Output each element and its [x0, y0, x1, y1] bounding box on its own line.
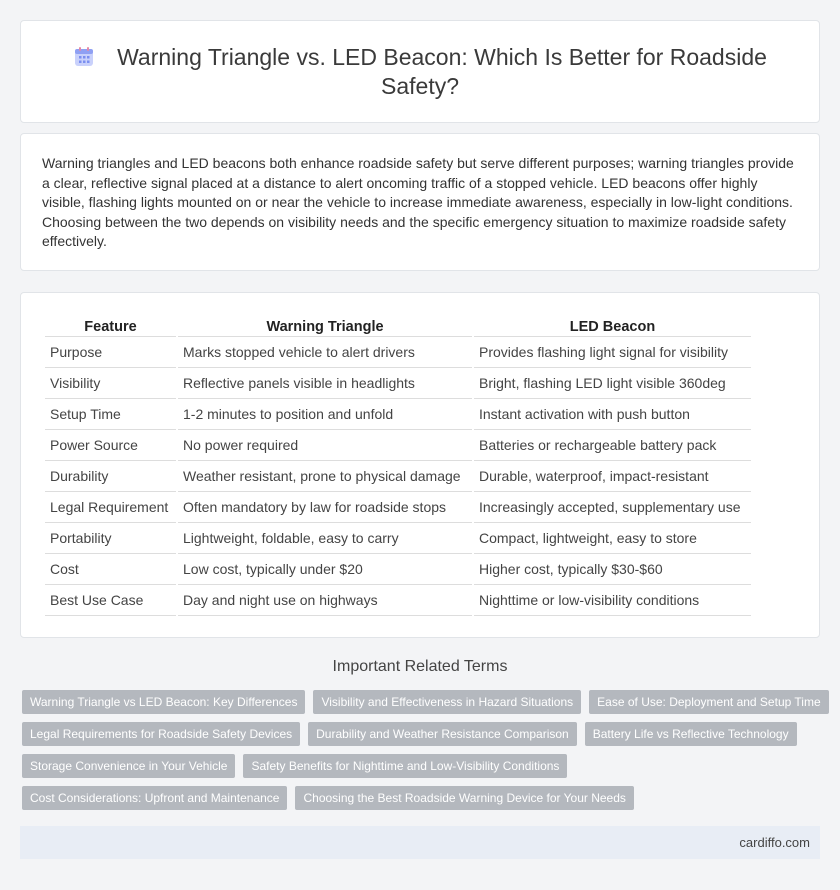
feature-cell: Setup Time: [45, 399, 176, 430]
led-beacon-cell: Compact, lightweight, easy to store: [474, 523, 751, 554]
feature-cell: Visibility: [45, 368, 176, 399]
related-terms-title: Important Related Terms: [332, 658, 508, 675]
warning-triangle-cell: Often mandatory by law for roadside stops: [178, 492, 472, 523]
related-terms-list: [22, 690, 822, 818]
tag-row: [22, 754, 822, 778]
table-row: [45, 368, 751, 399]
related-term-tag[interactable]: Visibility and Effectiveness in Hazard Situations: [313, 690, 581, 714]
related-term-tag[interactable]: Storage Convenience in Your Vehicle: [22, 754, 235, 778]
feature-cell: Cost: [45, 554, 176, 585]
warning-triangle-cell: Reflective panels visible in headlights: [178, 368, 472, 399]
related-term-tag[interactable]: Battery Life vs Reflective Technology: [585, 722, 797, 746]
feature-cell: Legal Requirement: [45, 492, 176, 523]
led-beacon-cell: Provides flashing light signal for visibility: [474, 337, 751, 368]
table-row: [45, 554, 751, 585]
tag-row: [22, 690, 822, 714]
tag-row: [22, 722, 822, 746]
table-header-row: [45, 315, 751, 337]
led-beacon-cell: Nighttime or low-visibility conditions: [474, 585, 751, 616]
intro-card: [20, 133, 820, 271]
warning-triangle-cell: Weather resistant, prone to physical damage: [178, 461, 472, 492]
led-beacon-cell: Bright, flashing LED light visible 360deg: [474, 368, 751, 399]
table-row: [45, 399, 751, 430]
feature-cell: Best Use Case: [45, 585, 176, 616]
table-row: [45, 492, 751, 523]
led-beacon-cell: Batteries or rechargeable battery pack: [474, 430, 751, 461]
warning-triangle-cell: Lightweight, foldable, easy to carry: [178, 523, 472, 554]
feature-cell: Portability: [45, 523, 176, 554]
table-row: [45, 430, 751, 461]
footer-site-link[interactable]: cardiffo.com: [739, 835, 810, 850]
related-term-tag[interactable]: Safety Benefits for Nighttime and Low-Visibility Conditions: [243, 754, 567, 778]
title-card: [20, 20, 820, 123]
related-term-tag[interactable]: Legal Requirements for Roadside Safety Devices: [22, 722, 300, 746]
page-title: Warning Triangle vs. LED Beacon: Which Is Better for Roadside Safety?: [117, 44, 767, 99]
warning-triangle-cell: Low cost, typically under $20: [178, 554, 472, 585]
intro-text: Warning triangles and LED beacons both enhance roadside safety but serve different purposes; warning triangles provide a clear, reflective signal placed at a distance to alert oncoming traffic of a stopped vehicle. LED beacons offer highly visible, flashing lights mounted on or near the vehicle to increase immediate awareness, especially in low-light conditions. Choosing between the two depends on visibility needs and the specific emergency situation to maximize roadside safety effectively.: [42, 155, 794, 249]
table-row: [45, 337, 751, 368]
warning-triangle-cell: 1-2 minutes to position and unfold: [178, 399, 472, 430]
table-row: [45, 585, 751, 616]
related-term-tag[interactable]: Choosing the Best Roadside Warning Device for Your Needs: [295, 786, 633, 810]
tag-row: [22, 786, 822, 810]
footer: [20, 826, 820, 859]
feature-cell: Power Source: [45, 430, 176, 461]
feature-cell: Durability: [45, 461, 176, 492]
table-row: [45, 523, 751, 554]
table-row: [45, 461, 751, 492]
column-header-feature: Feature: [45, 315, 176, 337]
comparison-table: [43, 315, 753, 616]
warning-triangle-cell: No power required: [178, 430, 472, 461]
led-beacon-cell: Instant activation with push button: [474, 399, 751, 430]
column-header-led-beacon: LED Beacon: [474, 315, 751, 337]
related-term-tag[interactable]: Ease of Use: Deployment and Setup Time: [589, 690, 828, 714]
calendar-icon: [73, 46, 95, 68]
related-term-tag[interactable]: Durability and Weather Resistance Comparison: [308, 722, 577, 746]
related-term-tag[interactable]: Warning Triangle vs LED Beacon: Key Differences: [22, 690, 305, 714]
warning-triangle-cell: Day and night use on highways: [178, 585, 472, 616]
page-title-wrap: [61, 43, 779, 101]
led-beacon-cell: Durable, waterproof, impact-resistant: [474, 461, 751, 492]
column-header-warning-triangle: Warning Triangle: [178, 315, 472, 337]
warning-triangle-cell: Marks stopped vehicle to alert drivers: [178, 337, 472, 368]
feature-cell: Purpose: [45, 337, 176, 368]
related-term-tag[interactable]: Cost Considerations: Upfront and Maintenance: [22, 786, 287, 810]
led-beacon-cell: Increasingly accepted, supplementary use: [474, 492, 751, 523]
comparison-card: [20, 292, 820, 638]
led-beacon-cell: Higher cost, typically $30-$60: [474, 554, 751, 585]
